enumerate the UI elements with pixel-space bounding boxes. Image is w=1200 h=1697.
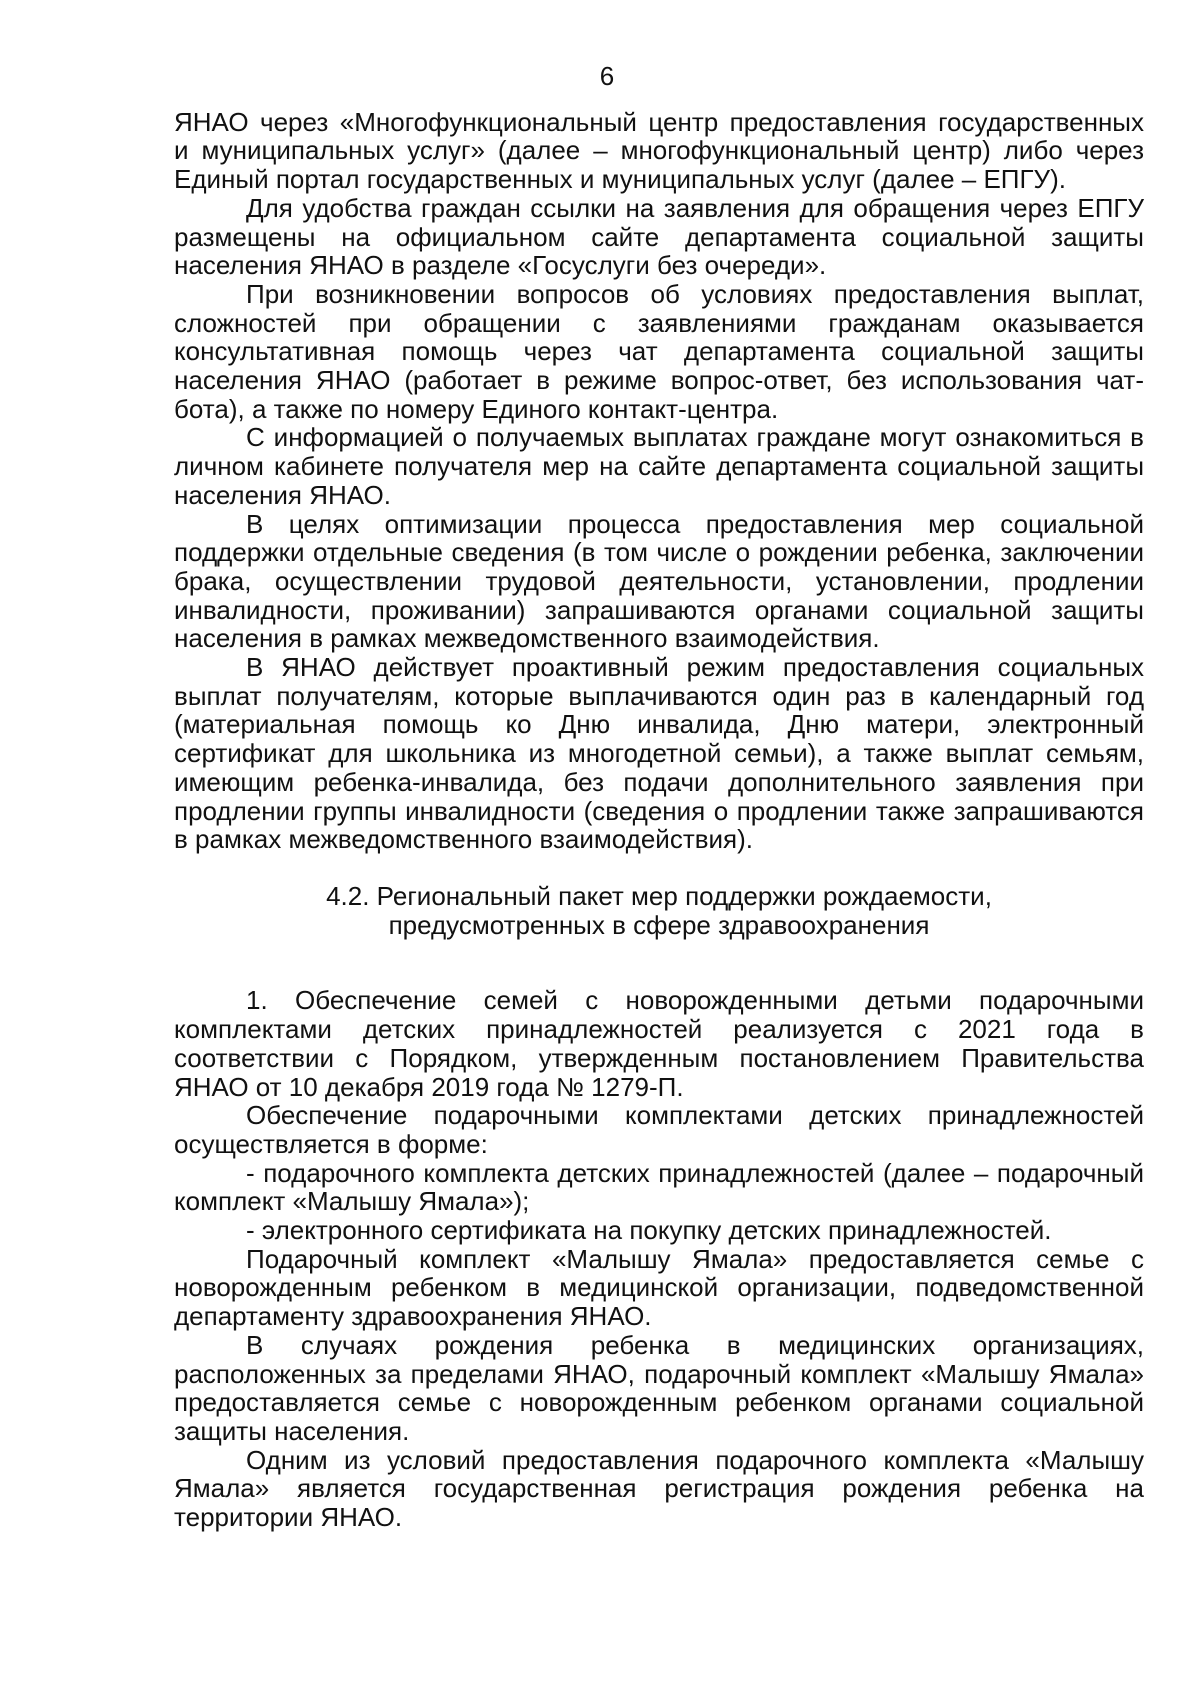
paragraph-forms: Обеспечение подарочными комплектами детских принадлежностей осуществляется в форме: (174, 1100, 1144, 1159)
paragraph-interagency: В целях оптимизации процесса предоставления мер социальной поддержки отдельные сведения (в том числе о рождении ребенка, заключении брака, осуществлении трудовой деятельности, установлении, продлении инвалидности, проживании) запрашиваются органами социальной защиты населения в рамках межведомственного взаимодействия. (174, 508, 1144, 654)
section-heading-line-2: предусмотренных в сфере здравоохранения (388, 909, 930, 940)
paragraph-outside-region: В случаях рождения ребенка в медицинских организациях, расположенных за пределами ЯНАО, подарочный комплект «Малышу Ямала» предоставляется семье с новорожденным ребенком органами социальной защиты населения. (174, 1329, 1144, 1446)
paragraph-personal-account: С информацией о получаемых выплатах граждане могут ознакомиться в личном кабинете получателя мер на сайте департамента социальной защиты населения ЯНАО. (174, 422, 1144, 510)
paragraph-proactive-mode: В ЯНАО действует проактивный режим предоставления социальных выплат получателям, которые выплачиваются один раз в календарный год (материальная помощь ко Дню инвалида, Дню матери, электронный сертификат для школьника из многодетной семьи), а также выплат семьям, имеющим ребенка-инвалида, без подачи дополнительного заявления при продлении группы инвалидности (сведения о продлении также запрашиваются в рамках межведомственного взаимодействия). (174, 652, 1144, 855)
paragraph-gift-sets: 1. Обеспечение семей с новорожденными детьми подарочными комплектами детских принадлежностей реализуется с 2021 года в соответствии с Порядком, утвержденным постановлением Правительства ЯНАО от 10 декабря 2019 года № 1279-П. (174, 985, 1144, 1102)
section-heading-line-1: 4.2. Региональный пакет мер поддержки рождаемости, (326, 880, 992, 911)
page-number: 6 (599, 61, 615, 91)
list-item-gift-set: - подарочного комплекта детских принадлежностей (далее – подарочный комплект «Малышу Ямала»); (174, 1157, 1144, 1217)
section-heading (174, 882, 1144, 939)
paragraph-epgu-links: Для удобства граждан ссылки на заявления для обращения через ЕПГУ размещены на официальном сайте департамента социальной защиты населения ЯНАО в разделе «Госуслуги без очереди». (174, 192, 1144, 281)
paragraph-registration-condition: Одним из условий предоставления подарочного комплекта «Малышу Ямала» является государственная регистрация рождения ребенка на территории ЯНАО. (174, 1444, 1144, 1533)
paragraph-gift-set-provision: Подарочный комплект «Малышу Ямала» предоставляется семье с новорожденным ребенком в медицинской организации, подведомственной департаменту здравоохранения ЯНАО. (174, 1243, 1144, 1332)
paragraph-continuation: ЯНАО через «Многофункциональный центр предоставления государственных и муниципальных услуг» (далее – многофункциональный центр) либо через Единый портал государственных и муниципальных услуг (далее – ЕПГУ). (174, 106, 1144, 195)
paragraph-consultation: При возникновении вопросов об условиях предоставления выплат, сложностей при обращении с заявлениями гражданам оказывается консультативная помощь через чат департамента социальной защиты населения ЯНАО (работает в режиме вопрос-ответ, без использования чат-бота), а также по номеру Единого контакт-центра. (174, 278, 1144, 424)
list-item-certificate: - электронного сертификата на покупку детских принадлежностей. (246, 1215, 1052, 1246)
